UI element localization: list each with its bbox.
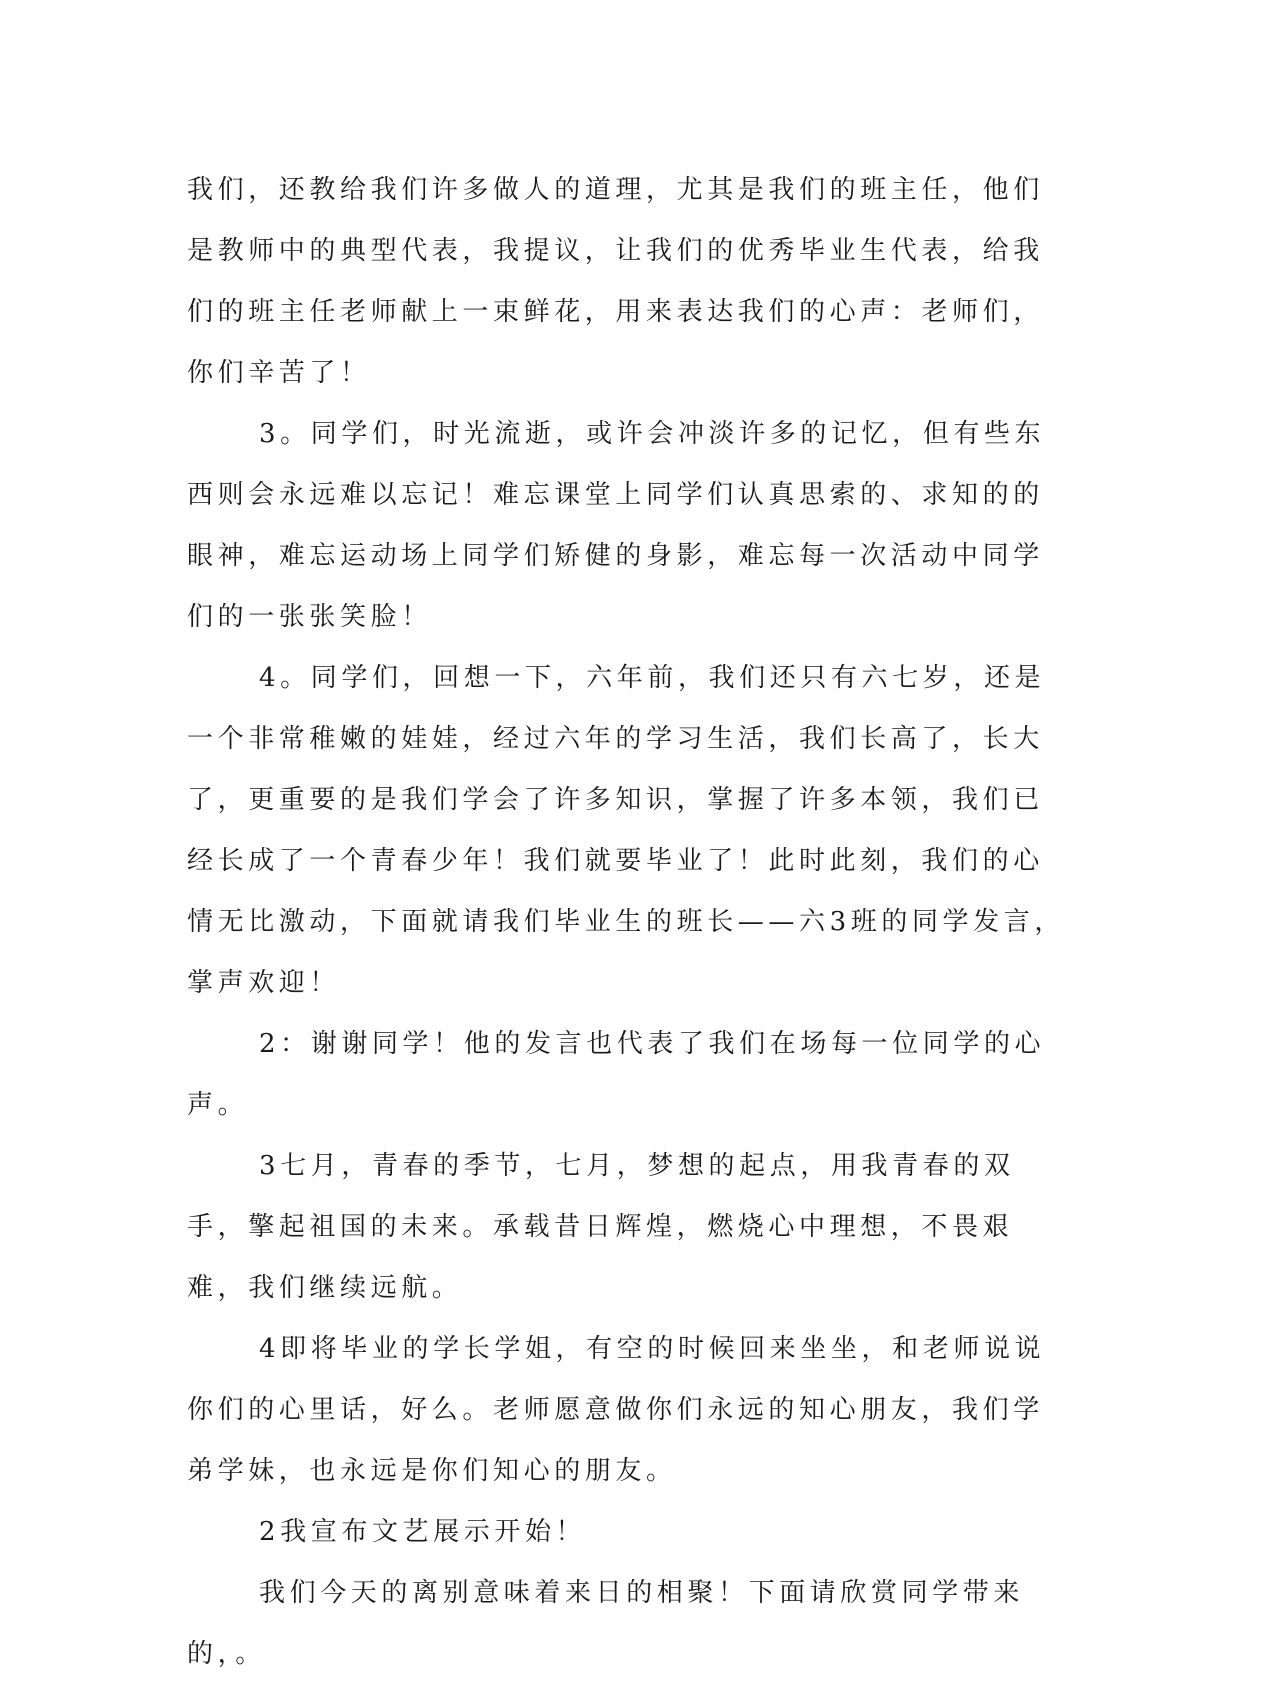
paragraph-7: 2我宣布文艺展示开始！ bbox=[259, 1517, 587, 1547]
body-text bbox=[187, 160, 1067, 1685]
paragraph-5: 3七月，青春的季节，七月，梦想的起点，用我青春的双手，擎起祖国的未来。承载昔日辉煌，燃烧心中理想，不畏艰难，我们继续远航。 bbox=[187, 1151, 1015, 1303]
paragraph-8: 我们今天的离别意味着来日的相聚！下面请欣赏同学带来的，。 bbox=[187, 1578, 1025, 1669]
paragraph-3: 4。同学们，回想一下，六年前，我们还只有六七岁，还是一个非常稚嫩的娃娃，经过六年的学习生活，我们长高了，长大了，更重要的是我们学会了许多知识，掌握了许多本领，我们已经长成了一个青春少年！我们就要毕业了！此时此刻，我们的心情无比激动，下面就请我们毕业生的班长——六3班的同学发言，掌声欢迎！ bbox=[187, 663, 1065, 998]
paragraph-6: 4即将毕业的学长学姐，有空的时候回来坐坐，和老师说说你们的心里话，好么。老师愿意做你们永远的知心朋友，我们学弟学妹，也永远是你们知心的朋友。 bbox=[187, 1334, 1046, 1486]
paragraph-1: 我们，还教给我们许多做人的道理，尤其是我们的班主任，他们是教师中的典型代表，我提议，让我们的优秀毕业生代表，给我们的班主任老师献上一束鲜花，用来表达我们的心声：老师们，你们辛苦了！ bbox=[187, 175, 1044, 388]
paragraph-4: 2：谢谢同学！他的发言也代表了我们在场每一位同学的心声。 bbox=[187, 1029, 1046, 1120]
paragraph-2: 3。同学们，时光流逝，或许会冲淡许多的记忆，但有些东西则会永远难以忘记！难忘课堂上同学们认真思索的、求知的的眼神，难忘运动场上同学们矫健的身影，难忘每一次活动中同学们的一张张笑脸！ bbox=[187, 419, 1046, 632]
